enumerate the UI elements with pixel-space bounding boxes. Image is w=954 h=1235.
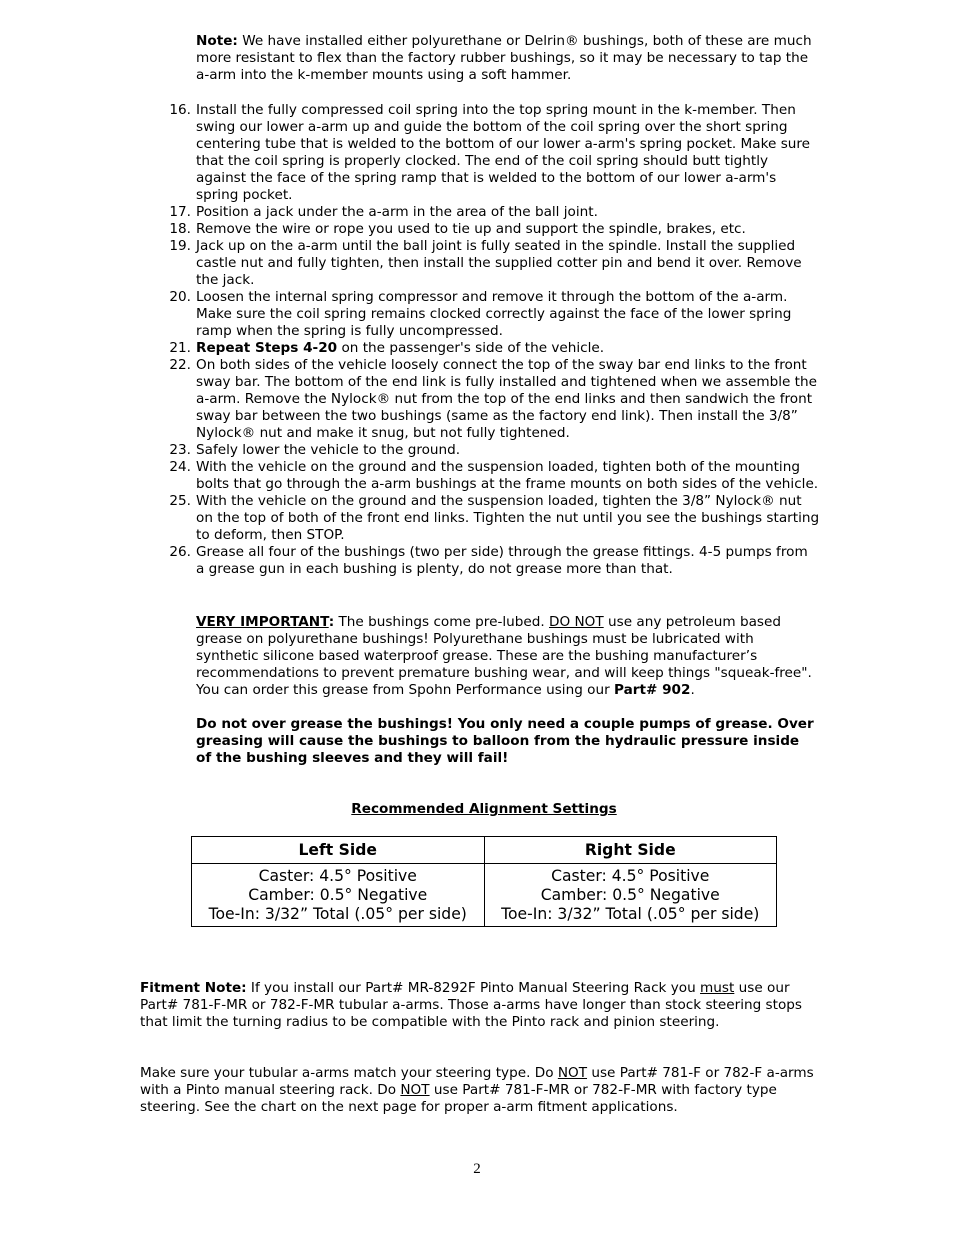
list-item — [160, 442, 820, 459]
step-text: Remove the wire or rope you used to tie up and support the spindle, brakes, etc. — [196, 221, 746, 237]
step-text: With the vehicle on the ground and the suspension loaded, tighten the 3/8” Nylock® nut on the top of both of the front end links. Tighten the nut until you see the bushings starting to deform, then STOP. — [196, 493, 820, 543]
install-steps-list — [160, 102, 820, 578]
list-item — [160, 544, 820, 578]
fitment-note: Fitment Note: If you install our Part# MR-8292F Pinto Manual Steering Rack you must use our Part# 781-F-MR or 782-F-MR tubular a-arms. Those a-arms have longer than stock steering stops that limit the turning radius to be compatible with the Pinto rack and pinion steering. — [140, 980, 802, 1030]
left-camber: Camber: 0.5° Negative — [248, 886, 428, 904]
step-number: 22. — [169, 357, 191, 373]
step-number: 21. — [169, 340, 191, 356]
step-text: on the passenger's side of the vehicle. — [337, 340, 605, 356]
right-side-header: Right Side — [484, 837, 777, 864]
step-text: Safely lower the vehicle to the ground. — [196, 442, 461, 458]
step-number: 25. — [169, 493, 191, 509]
list-item — [160, 289, 820, 340]
note-text: We have installed either polyurethane or Delrin® bushings, both of these are much more resistant to flex than the factory rubber bushings, so it may be necessary to tap the a-arm into the k-member mounts using a soft hammer. — [196, 33, 812, 83]
left-side-settings — [192, 864, 485, 927]
left-side-header: Left Side — [192, 837, 485, 864]
table-header-row — [192, 837, 777, 864]
grease-part-number: Part# 902 — [614, 682, 691, 698]
step-text: Position a jack under the a-arm in the area of the ball joint. — [196, 204, 598, 220]
alignment-heading: Recommended Alignment Settings — [351, 801, 617, 817]
right-caster: Caster: 4.5° Positive — [551, 867, 710, 885]
over-grease-warning: Do not over grease the bushings! You only need a couple pumps of grease. Over greasing will cause the bushings to balloon from the hydraulic pressure inside of the bushing sleeves and they will fail! — [196, 716, 814, 766]
right-side-settings — [484, 864, 777, 927]
step-number: 17. — [169, 204, 191, 220]
step-text: Grease all four of the bushings (two per side) through the grease fittings. 4-5 pumps from a grease gun in each bushing is plenty, do not grease more than that. — [196, 544, 808, 577]
steering-type-paragraph: Make sure your tubular a-arms match your steering type. Do NOT use Part# 781-F or 782-F a-arms with a Pinto manual steering rack. Do NOT use Part# 781-F-MR or 782-F-MR with factory type steering. See the chart on the next page for proper a-arm fitment applications. — [140, 1065, 814, 1115]
step-text: On both sides of the vehicle loosely connect the top of the sway bar end links to the front sway bar. The bottom of the end link is fully installed and tightened when we assemble the a-arm. Remove the Nylock® nut from the top of the end links and then sandwich the front sway bar between the two bushings (same as the factory end link). Then install the 3/8” Nylock® nut and make it snug, but not fully tightened. — [196, 357, 817, 441]
do-not-emphasis: DO NOT — [549, 614, 604, 630]
right-camber: Camber: 0.5° Negative — [540, 886, 720, 904]
alignment-table — [191, 836, 777, 927]
must-emphasis: must — [700, 980, 735, 996]
list-item — [160, 459, 820, 493]
list-item — [160, 493, 820, 544]
important-label: VERY IMPORTANT: — [196, 614, 335, 630]
step-bold-text: Repeat Steps 4-20 — [196, 340, 338, 356]
fitment-label: Fitment Note: — [140, 980, 247, 996]
step-text: Install the fully compressed coil spring into the top spring mount in the k-member. Then swing our lower a-arm up and guide the bottom of the coil spring over the short spring centering tube that is welded to the bottom of our lower a-arm's spring pocket. Make sure that the coil spring is properly clocked. The end of the coil spring should butt tightly against the face of the spring ramp that is welded to the bottom of our lower a-arm's spring pocket. — [196, 102, 811, 203]
list-item — [160, 204, 820, 221]
step-number: 18. — [169, 221, 191, 237]
step-text: Jack up on the a-arm until the ball joint is fully seated in the spindle. Install the supplied castle nut and fully tighten, then install the supplied cotter pin and bend it over. Remove the jack. — [196, 238, 802, 288]
list-item — [160, 102, 820, 204]
step-number: 19. — [169, 238, 191, 254]
list-item — [160, 340, 820, 357]
left-caster: Caster: 4.5° Positive — [258, 867, 417, 885]
step-number: 26. — [169, 544, 191, 560]
step-number: 24. — [169, 459, 191, 475]
not-emphasis: NOT — [400, 1082, 430, 1098]
left-toe-in: Toe-In: 3/32” Total (.05° per side) — [208, 905, 467, 923]
table-row — [192, 864, 777, 927]
step-number: 23. — [169, 442, 191, 458]
not-emphasis: NOT — [557, 1065, 588, 1081]
list-item — [160, 221, 820, 238]
page-number: 2 — [473, 1161, 481, 1177]
step-text: Loosen the internal spring compressor and remove it through the bottom of the a-arm. Make sure the coil spring remains clocked correctly against the face of the lower spring ramp when the spring is fully uncompressed. — [196, 289, 792, 339]
bushing-note — [196, 33, 816, 84]
list-item — [160, 238, 820, 289]
step-number: 16. — [169, 102, 191, 118]
very-important-paragraph: VERY IMPORTANT: The bushings come pre-lubed. DO NOT use any petroleum based grease on polyurethane bushings! Polyurethane bushings must be lubricated with synthetic silicone based waterproof grease. These are the bushing manufacturer’s recommendations to prevent premature bushing wear, and will keep things "squeak-free". You can order this grease from Spohn Performance using our Part# 902. — [196, 614, 812, 698]
note-label: Note: — [196, 33, 238, 49]
right-toe-in: Toe-In: 3/32” Total (.05° per side) — [501, 905, 760, 923]
step-text: With the vehicle on the ground and the suspension loaded, tighten both of the mounting bolts that go through the a-arm bushings at the frame mounts on both sides of the vehicle. — [196, 459, 819, 492]
list-item — [160, 357, 820, 442]
step-number: 20. — [169, 289, 191, 305]
